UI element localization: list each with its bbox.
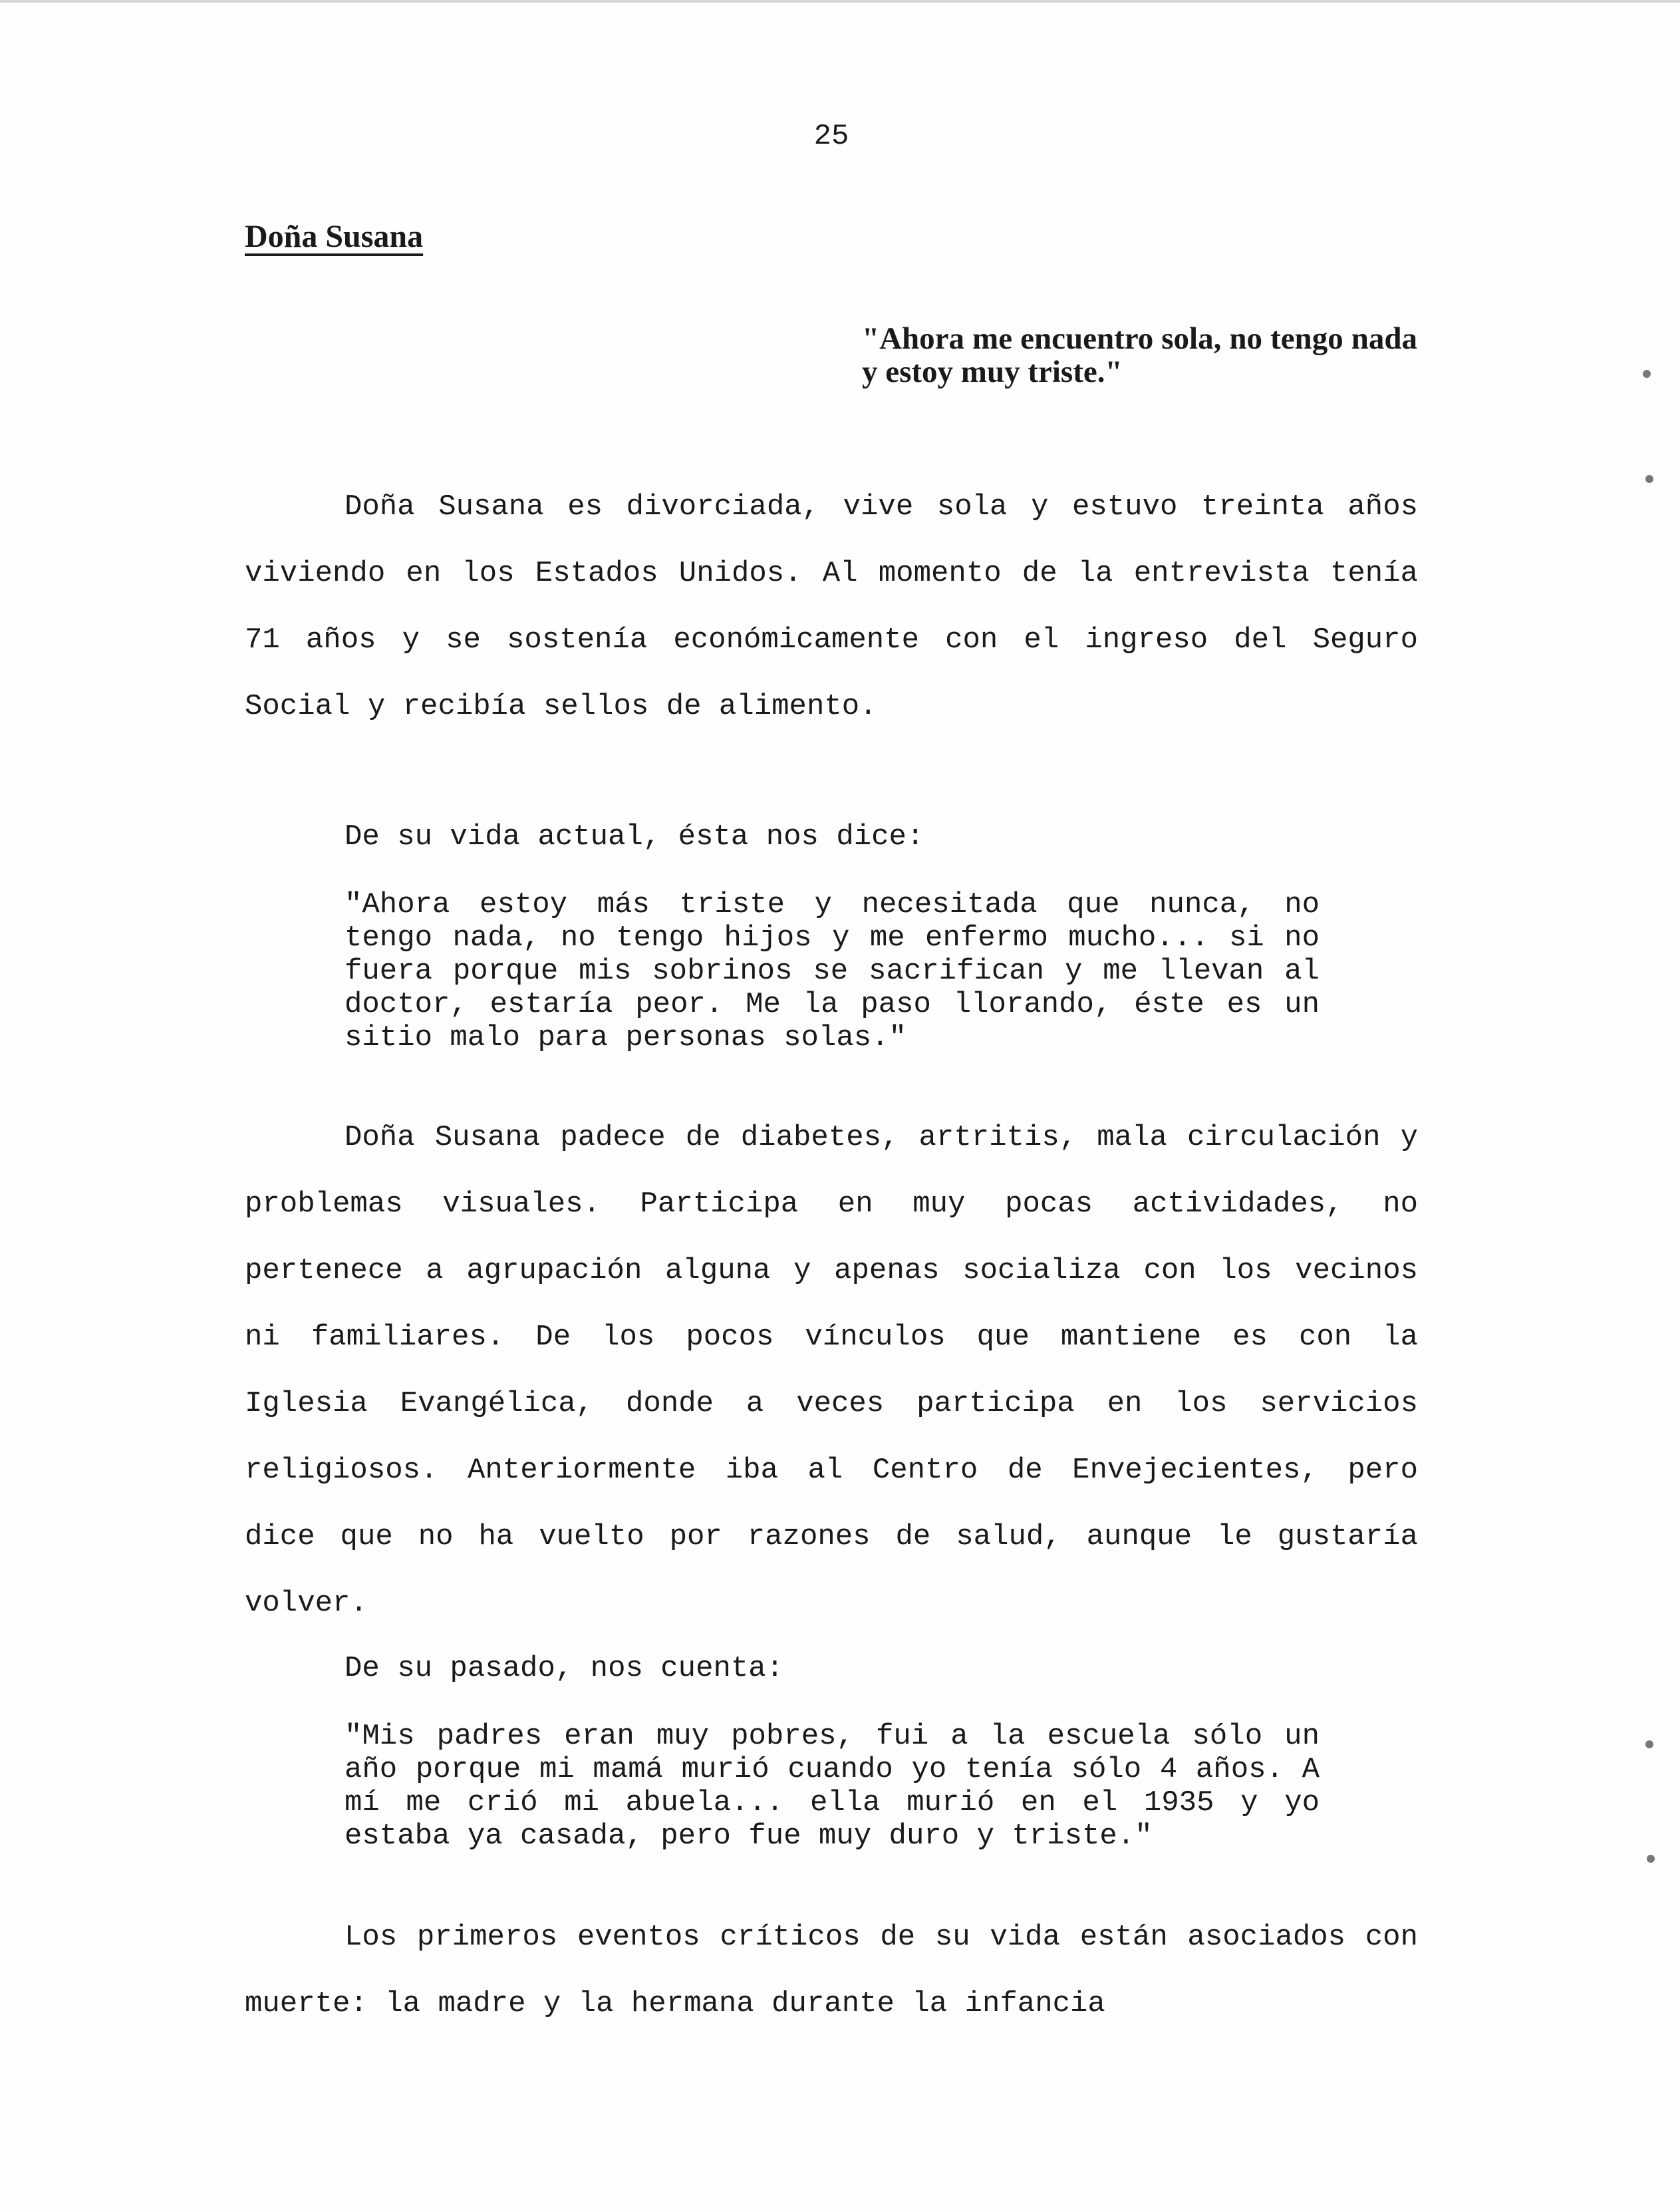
- quote-past-life: "Mis padres eran muy pobres, fui a la escuela sólo un año porque mi mamá murió cuando yo tenía sólo 4 años. A mí me crió mi abuela... ella murió en el 1935 y yo estaba ya casada, pero fue muy duro y triste.": [345, 1720, 1320, 1853]
- section-title: Doña Susana: [245, 219, 424, 254]
- scan-speck: [1647, 1855, 1655, 1863]
- quote-lead-past: De su pasado, nos cuenta:: [345, 1652, 784, 1685]
- epigraph-quote: "Ahora me encuentro sola, no tengo nada y estoy muy triste.": [862, 321, 1417, 389]
- quote-lead-present: De su vida actual, ésta nos dice:: [345, 820, 924, 854]
- quote-present-life: "Ahora estoy más triste y necesitada que nunca, no tengo nada, no tengo hijos y me enfermo mucho... si no fuera porque mis sobrinos se sacrifican y me llevan al doctor, estaría peor. Me la paso llorando, éste es un sitio malo para personas solas.": [345, 888, 1320, 1054]
- page-number: 25: [813, 120, 849, 153]
- paragraph-intro: Doña Susana es divorciada, vive sola y estuvo treinta años viviendo en los Estados Unidos. Al momento de la entrevista tenía 71 años y se sostenía económicamente con el ingreso del Seguro Social y recibía sellos de alimento.: [245, 490, 1418, 723]
- scan-speck: [1645, 475, 1653, 483]
- paragraph-critical-events: Los primeros eventos críticos de su vida están asociados con muerte: la madre y la hermana durante la infancia: [245, 1921, 1418, 2020]
- paragraph-health: Doña Susana padece de diabetes, artritis, mala circulación y problemas visuales. Participa en muy pocas actividades, no pertenece a agrupación alguna y apenas socializa con los vecinos ni familiares. De los pocos vínculos que mantiene es con la Iglesia Evangélica, donde a veces participa en los servicios religiosos. Anteriormente iba al Centro de Envejecientes, pero dice que no ha vuelto por razones de salud, aunque le gustaría volver.: [245, 1121, 1418, 1620]
- scan-speck: [1643, 370, 1651, 378]
- scan-top-edge: [0, 0, 1680, 3]
- scan-speck: [1645, 1740, 1653, 1748]
